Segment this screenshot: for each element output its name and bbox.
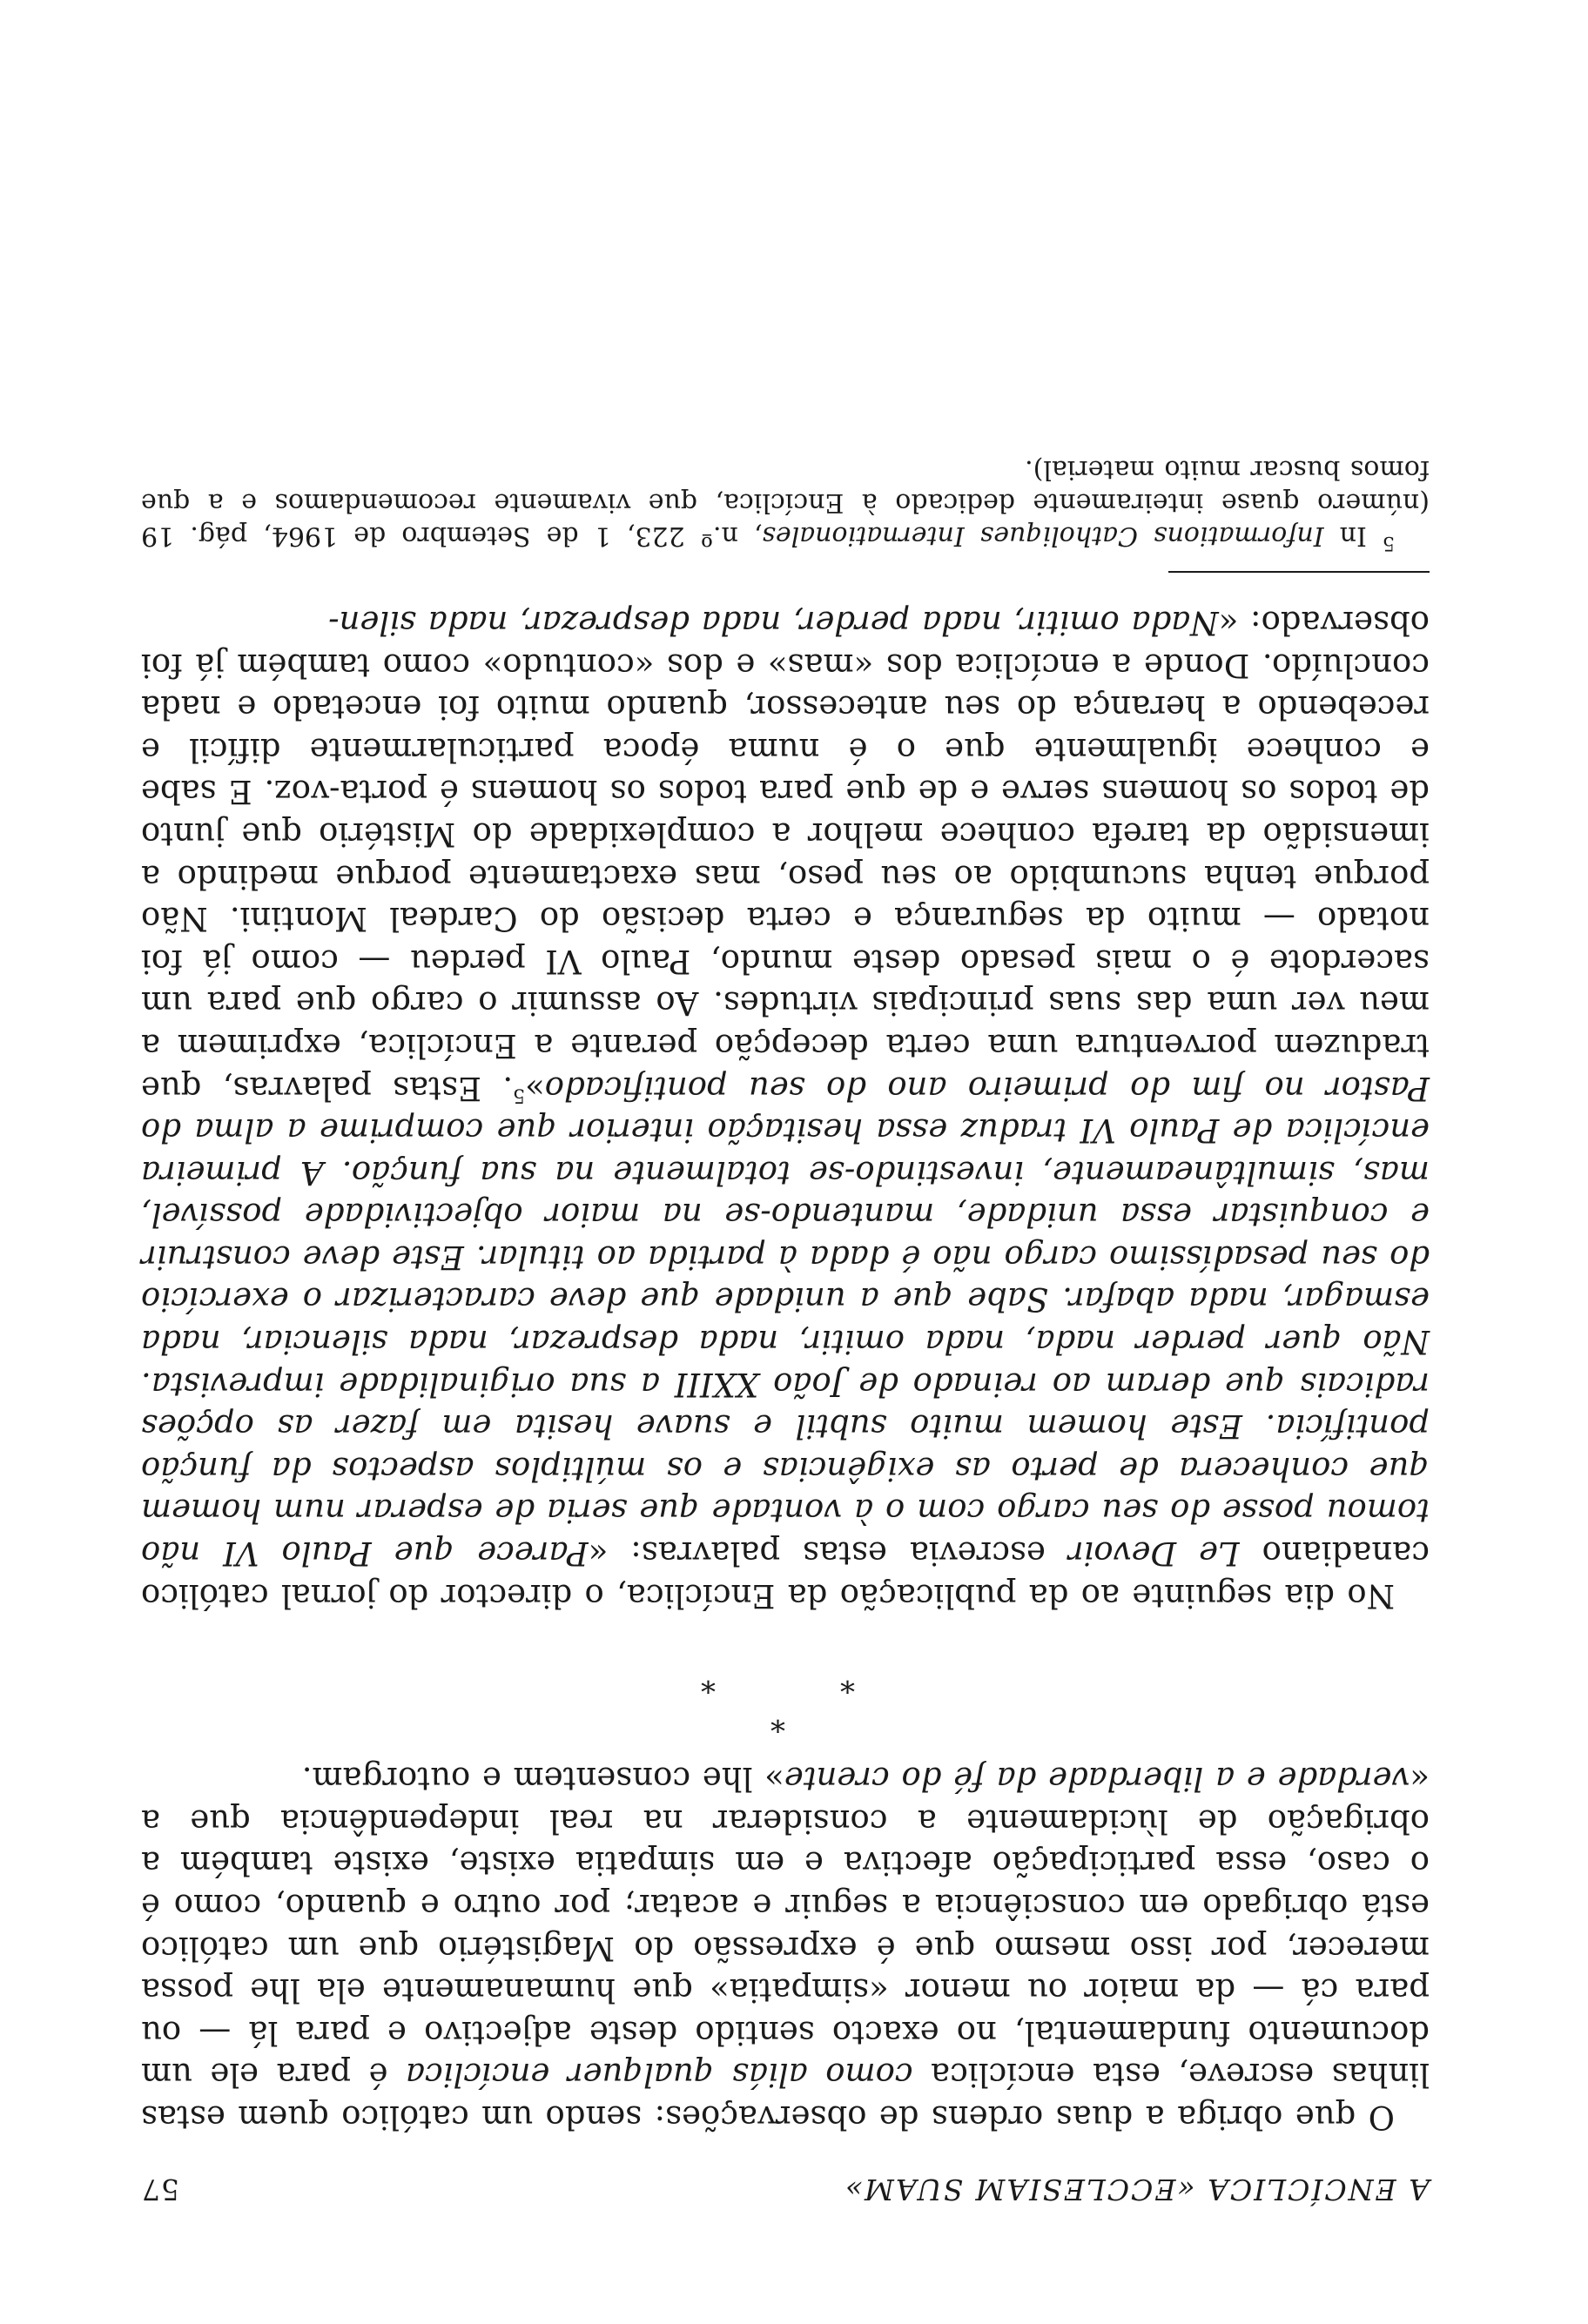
paragraph-1-text-a: O que obriga a duas ordens de observações: sendo um católico quem estas linhas escreve, esta encíclica <box>141 2056 1430 2136</box>
paragraph-2-italic-b: Parece que Paulo VI não tomou posse do seu cargo com o à vontade que seria de esperar num homem que conhecera de perto as exigências e os múltiplos aspectos da função pontifícia. Este homem muito subtil e suave hesita em fazer as opções radicais que deram ao reinado de João XXIII a sua originalidade imprevista. Não quer perder nada, nada omitir, nada desprezar, nada silenciar, nada esmagar, nada abafar. Sabe que a unidade que deve caracterizar o exercício do seu pesadíssimo cargo não é dada à partida ao titular. Este deve construir e conquistar essa unidade, mantendo-se na maior objectividade possível, mas, simultâneamente, investindo-se totalmente na sua função. A primeira encíclica de Paulo VI traduz essa hesitação interior que comprime a alma do Pastor no fim do primeiro ano do seu pontificado <box>141 1069 1430 1573</box>
footnote <box>141 453 1430 552</box>
running-head-title: A ENCÍCLICA «ECCLESIAM SUAM» <box>843 2173 1430 2206</box>
running-head <box>141 2173 1430 2206</box>
paragraph-2 <box>141 601 1430 1615</box>
asterisk: * <box>770 1703 785 1738</box>
footnote-text-a: In <box>1323 521 1383 552</box>
paragraph-2-text-b: escrevia estas palavras: « <box>588 1535 1068 1573</box>
paragraph-2-italic-c: Nada omitir, nada perder, nada desprezar, nada silen- <box>328 604 1219 641</box>
paragraph-1-text-b: é para ele um documento fundamental, no exacto sentido deste adjectivo e para lá — ou para cá — da maior ou menor «simpatia» que humanamente ela lhe possa merecer, por isso mesmo que é expressão do Magistério que um católico está obrigado em consciência a seguir e acatar; por outro e quando, como é o caso, essa participação afectiva e em simpatia existe, existe também a obrigação de lùcidamente a considerar na real independência que a « <box>140 1760 1430 2094</box>
page-content <box>141 453 1430 2206</box>
paragraph-2-italic-a: Le Devoir <box>1067 1535 1240 1573</box>
section-break-asterisks <box>141 1663 1430 1738</box>
paragraph-1 <box>141 1757 1430 2138</box>
footnote-reference: 5 <box>513 1083 526 1105</box>
paragraph-2-text-c: » <box>525 1069 545 1107</box>
asterisk: * <box>840 1663 855 1699</box>
paragraph-2-text-a: No dia seguinte ao da publicação da Encíclica, o director do jornal católico canadiano <box>141 1535 1430 1615</box>
paragraph-1-text-c: » lhe consentem e outorgam. <box>301 1760 784 1798</box>
paragraph-1-italic-b: verdade e a liberdade da fé do crente <box>784 1760 1410 1798</box>
paragraph-1-italic-a: como aliás qualquer encíclica <box>405 2056 913 2094</box>
paragraph-2-text-d: . Estas palavras, que traduzem porventura uma certa decepção perante a Encíclica, exprimem a meu ver uma das suas principais virtudes. Ao assumir o cargo que para um sacerdote é o mais pesado deste mundo, Paulo VI perdeu — como já foi notado — muito da segurança e certa decisão do Cardeal Montini. Não porque tenha sucumbido ao seu peso, mas exactamente porque medindo a imensidão da tarefa conhece melhor a complexidade do Mistério que junto de todos os homens serve e de que para todos os homens é porta-voz. E sabe e conhece igualmente que o é numa época particularmente difícil e recebendo a herança do seu antecessor, quando muito foi encetado e nada concluído. Donde a encíclica dos «mas» e dos «contudo» como também já foi observado: « <box>141 604 1430 1107</box>
footnote-italic-a: Informations Catholiques Internationales <box>762 521 1324 552</box>
page-number: 57 <box>141 2173 179 2206</box>
footnote-marker: 5 <box>1383 532 1395 554</box>
asterisk: * <box>701 1663 716 1699</box>
footnote-rule <box>1168 571 1430 573</box>
footnote-text-b: , n.º 223, 1 de Setembro de 1964, pág. 19 (número quase inteiramente dedicado à Encíclica, que vivamente recomendamos e a que fomos buscar muito material). <box>141 454 1430 552</box>
